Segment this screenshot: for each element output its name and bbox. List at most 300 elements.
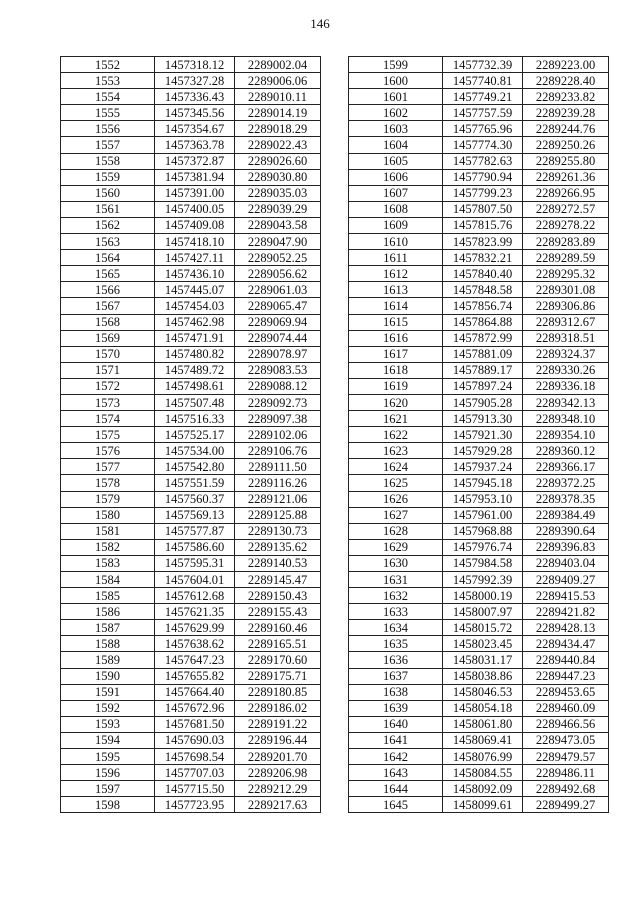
table-row xyxy=(61,700,321,716)
point-number-cell: 1564 xyxy=(61,250,155,266)
x-coordinate-cell: 1457471.91 xyxy=(155,330,235,346)
point-number-cell: 1561 xyxy=(61,201,155,217)
point-number-cell: 1623 xyxy=(349,443,443,459)
table-row xyxy=(349,234,609,250)
y-coordinate-cell: 2289180.85 xyxy=(235,684,321,700)
point-number-cell: 1597 xyxy=(61,781,155,797)
point-number-cell: 1580 xyxy=(61,507,155,523)
table-row xyxy=(61,137,321,153)
point-number-cell: 1593 xyxy=(61,716,155,732)
x-coordinate-cell: 1457715.50 xyxy=(155,781,235,797)
y-coordinate-cell: 2289348.10 xyxy=(523,411,609,427)
y-coordinate-cell: 2289466.56 xyxy=(523,716,609,732)
point-number-cell: 1576 xyxy=(61,443,155,459)
x-coordinate-cell: 1457832.21 xyxy=(443,250,523,266)
point-number-cell: 1624 xyxy=(349,459,443,475)
table-row xyxy=(61,572,321,588)
y-coordinate-cell: 2289324.37 xyxy=(523,346,609,362)
table-row xyxy=(349,491,609,507)
point-number-cell: 1558 xyxy=(61,153,155,169)
point-number-cell: 1575 xyxy=(61,427,155,443)
table-row xyxy=(349,250,609,266)
table-row xyxy=(349,137,609,153)
y-coordinate-cell: 2289212.29 xyxy=(235,781,321,797)
y-coordinate-cell: 2289014.19 xyxy=(235,105,321,121)
y-coordinate-cell: 2289295.32 xyxy=(523,266,609,282)
y-coordinate-cell: 2289453.65 xyxy=(523,684,609,700)
x-coordinate-cell: 1458031.17 xyxy=(443,652,523,668)
y-coordinate-cell: 2289106.76 xyxy=(235,443,321,459)
y-coordinate-cell: 2289043.58 xyxy=(235,217,321,233)
point-number-cell: 1640 xyxy=(349,716,443,732)
x-coordinate-cell: 1458015.72 xyxy=(443,620,523,636)
x-coordinate-cell: 1457664.40 xyxy=(155,684,235,700)
y-coordinate-cell: 2289065.47 xyxy=(235,298,321,314)
point-number-cell: 1570 xyxy=(61,346,155,362)
table-row xyxy=(349,700,609,716)
y-coordinate-cell: 2289121.06 xyxy=(235,491,321,507)
coordinates-table-body xyxy=(61,57,321,813)
x-coordinate-cell: 1457655.82 xyxy=(155,668,235,684)
point-number-cell: 1583 xyxy=(61,555,155,571)
x-coordinate-cell: 1458061.80 xyxy=(443,716,523,732)
point-number-cell: 1616 xyxy=(349,330,443,346)
x-coordinate-cell: 1457864.88 xyxy=(443,314,523,330)
table-row xyxy=(61,73,321,89)
x-coordinate-cell: 1457560.37 xyxy=(155,491,235,507)
point-number-cell: 1584 xyxy=(61,572,155,588)
y-coordinate-cell: 2289372.25 xyxy=(523,475,609,491)
x-coordinate-cell: 1457823.99 xyxy=(443,234,523,250)
table-row xyxy=(349,298,609,314)
point-number-cell: 1587 xyxy=(61,620,155,636)
x-coordinate-cell: 1457740.81 xyxy=(443,73,523,89)
y-coordinate-cell: 2289116.26 xyxy=(235,475,321,491)
x-coordinate-cell: 1458069.41 xyxy=(443,732,523,748)
point-number-cell: 1601 xyxy=(349,89,443,105)
table-row xyxy=(349,555,609,571)
table-row xyxy=(61,234,321,250)
x-coordinate-cell: 1457929.28 xyxy=(443,443,523,459)
point-number-cell: 1608 xyxy=(349,201,443,217)
table-row xyxy=(349,169,609,185)
y-coordinate-cell: 2289165.51 xyxy=(235,636,321,652)
y-coordinate-cell: 2289002.04 xyxy=(235,57,321,73)
table-row xyxy=(349,636,609,652)
y-coordinate-cell: 2289111.50 xyxy=(235,459,321,475)
y-coordinate-cell: 2289030.80 xyxy=(235,169,321,185)
table-row xyxy=(349,427,609,443)
point-number-cell: 1552 xyxy=(61,57,155,73)
x-coordinate-cell: 1457992.39 xyxy=(443,572,523,588)
y-coordinate-cell: 2289492.68 xyxy=(523,781,609,797)
x-coordinate-cell: 1458000.19 xyxy=(443,588,523,604)
point-number-cell: 1600 xyxy=(349,73,443,89)
y-coordinate-cell: 2289266.95 xyxy=(523,185,609,201)
point-number-cell: 1639 xyxy=(349,700,443,716)
y-coordinate-cell: 2289440.84 xyxy=(523,652,609,668)
point-number-cell: 1641 xyxy=(349,732,443,748)
y-coordinate-cell: 2289360.12 xyxy=(523,443,609,459)
y-coordinate-cell: 2289092.73 xyxy=(235,394,321,410)
x-coordinate-cell: 1457732.39 xyxy=(443,57,523,73)
table-row xyxy=(349,282,609,298)
y-coordinate-cell: 2289170.60 xyxy=(235,652,321,668)
point-number-cell: 1560 xyxy=(61,185,155,201)
y-coordinate-cell: 2289289.59 xyxy=(523,250,609,266)
x-coordinate-cell: 1457612.68 xyxy=(155,588,235,604)
x-coordinate-cell: 1457586.60 xyxy=(155,539,235,555)
point-number-cell: 1618 xyxy=(349,362,443,378)
x-coordinate-cell: 1457418.10 xyxy=(155,234,235,250)
x-coordinate-cell: 1458038.86 xyxy=(443,668,523,684)
y-coordinate-cell: 2289078.97 xyxy=(235,346,321,362)
x-coordinate-cell: 1457345.56 xyxy=(155,105,235,121)
table-row xyxy=(349,588,609,604)
y-coordinate-cell: 2289428.13 xyxy=(523,620,609,636)
x-coordinate-cell: 1457621.35 xyxy=(155,604,235,620)
point-number-cell: 1557 xyxy=(61,137,155,153)
point-number-cell: 1586 xyxy=(61,604,155,620)
x-coordinate-cell: 1457774.30 xyxy=(443,137,523,153)
table-row xyxy=(61,217,321,233)
x-coordinate-cell: 1457913.30 xyxy=(443,411,523,427)
x-coordinate-cell: 1457937.24 xyxy=(443,459,523,475)
y-coordinate-cell: 2289390.64 xyxy=(523,523,609,539)
table-row xyxy=(61,765,321,781)
table-row xyxy=(61,411,321,427)
x-coordinate-cell: 1457629.99 xyxy=(155,620,235,636)
x-coordinate-cell: 1457765.96 xyxy=(443,121,523,137)
y-coordinate-cell: 2289056.62 xyxy=(235,266,321,282)
point-number-cell: 1581 xyxy=(61,523,155,539)
point-number-cell: 1643 xyxy=(349,765,443,781)
point-number-cell: 1582 xyxy=(61,539,155,555)
table-row xyxy=(61,604,321,620)
point-number-cell: 1631 xyxy=(349,572,443,588)
table-row xyxy=(61,169,321,185)
x-coordinate-cell: 1457881.09 xyxy=(443,346,523,362)
y-coordinate-cell: 2289083.53 xyxy=(235,362,321,378)
point-number-cell: 1607 xyxy=(349,185,443,201)
point-number-cell: 1572 xyxy=(61,378,155,394)
table-row xyxy=(61,539,321,555)
x-coordinate-cell: 1458054.18 xyxy=(443,700,523,716)
point-number-cell: 1598 xyxy=(61,797,155,813)
point-number-cell: 1602 xyxy=(349,105,443,121)
x-coordinate-cell: 1457462.98 xyxy=(155,314,235,330)
table-row xyxy=(349,749,609,765)
x-coordinate-cell: 1457953.10 xyxy=(443,491,523,507)
y-coordinate-cell: 2289378.35 xyxy=(523,491,609,507)
table-row xyxy=(61,668,321,684)
point-number-cell: 1635 xyxy=(349,636,443,652)
x-coordinate-cell: 1457690.03 xyxy=(155,732,235,748)
point-number-cell: 1579 xyxy=(61,491,155,507)
table-row xyxy=(349,378,609,394)
point-number-cell: 1611 xyxy=(349,250,443,266)
point-number-cell: 1559 xyxy=(61,169,155,185)
point-number-cell: 1617 xyxy=(349,346,443,362)
table-row xyxy=(61,652,321,668)
y-coordinate-cell: 2289022.43 xyxy=(235,137,321,153)
x-coordinate-cell: 1458092.09 xyxy=(443,781,523,797)
x-coordinate-cell: 1457409.08 xyxy=(155,217,235,233)
point-number-cell: 1555 xyxy=(61,105,155,121)
x-coordinate-cell: 1457534.00 xyxy=(155,443,235,459)
point-number-cell: 1605 xyxy=(349,153,443,169)
y-coordinate-cell: 2289035.03 xyxy=(235,185,321,201)
table-row xyxy=(349,652,609,668)
x-coordinate-cell: 1457391.00 xyxy=(155,185,235,201)
point-number-cell: 1567 xyxy=(61,298,155,314)
x-coordinate-cell: 1457757.59 xyxy=(443,105,523,121)
point-number-cell: 1554 xyxy=(61,89,155,105)
point-number-cell: 1610 xyxy=(349,234,443,250)
x-coordinate-cell: 1457516.33 xyxy=(155,411,235,427)
point-number-cell: 1609 xyxy=(349,217,443,233)
y-coordinate-cell: 2289039.29 xyxy=(235,201,321,217)
point-number-cell: 1569 xyxy=(61,330,155,346)
y-coordinate-cell: 2289396.83 xyxy=(523,539,609,555)
point-number-cell: 1629 xyxy=(349,539,443,555)
point-number-cell: 1637 xyxy=(349,668,443,684)
x-coordinate-cell: 1457507.48 xyxy=(155,394,235,410)
point-number-cell: 1571 xyxy=(61,362,155,378)
table-row xyxy=(61,298,321,314)
point-number-cell: 1615 xyxy=(349,314,443,330)
point-number-cell: 1577 xyxy=(61,459,155,475)
table-row xyxy=(349,684,609,700)
table-row xyxy=(349,217,609,233)
table-row xyxy=(349,475,609,491)
point-number-cell: 1638 xyxy=(349,684,443,700)
x-coordinate-cell: 1457790.94 xyxy=(443,169,523,185)
table-row xyxy=(61,523,321,539)
point-number-cell: 1568 xyxy=(61,314,155,330)
table-row xyxy=(349,57,609,73)
x-coordinate-cell: 1457372.87 xyxy=(155,153,235,169)
y-coordinate-cell: 2289201.70 xyxy=(235,749,321,765)
x-coordinate-cell: 1457723.95 xyxy=(155,797,235,813)
y-coordinate-cell: 2289186.02 xyxy=(235,700,321,716)
y-coordinate-cell: 2289447.23 xyxy=(523,668,609,684)
point-number-cell: 1642 xyxy=(349,749,443,765)
x-coordinate-cell: 1457815.76 xyxy=(443,217,523,233)
x-coordinate-cell: 1457445.07 xyxy=(155,282,235,298)
y-coordinate-cell: 2289255.80 xyxy=(523,153,609,169)
x-coordinate-cell: 1457840.40 xyxy=(443,266,523,282)
y-coordinate-cell: 2289052.25 xyxy=(235,250,321,266)
table-row xyxy=(61,105,321,121)
y-coordinate-cell: 2289473.05 xyxy=(523,732,609,748)
table-row xyxy=(61,266,321,282)
y-coordinate-cell: 2289261.36 xyxy=(523,169,609,185)
x-coordinate-cell: 1457577.87 xyxy=(155,523,235,539)
point-number-cell: 1644 xyxy=(349,781,443,797)
x-coordinate-cell: 1457436.10 xyxy=(155,266,235,282)
x-coordinate-cell: 1457480.82 xyxy=(155,346,235,362)
y-coordinate-cell: 2289196.44 xyxy=(235,732,321,748)
x-coordinate-cell: 1457489.72 xyxy=(155,362,235,378)
y-coordinate-cell: 2289499.27 xyxy=(523,797,609,813)
x-coordinate-cell: 1457336.43 xyxy=(155,89,235,105)
y-coordinate-cell: 2289191.22 xyxy=(235,716,321,732)
table-row xyxy=(349,346,609,362)
y-coordinate-cell: 2289125.88 xyxy=(235,507,321,523)
y-coordinate-cell: 2289135.62 xyxy=(235,539,321,555)
point-number-cell: 1553 xyxy=(61,73,155,89)
point-number-cell: 1636 xyxy=(349,652,443,668)
x-coordinate-cell: 1457354.67 xyxy=(155,121,235,137)
y-coordinate-cell: 2289145.47 xyxy=(235,572,321,588)
point-number-cell: 1596 xyxy=(61,765,155,781)
point-number-cell: 1604 xyxy=(349,137,443,153)
y-coordinate-cell: 2289018.29 xyxy=(235,121,321,137)
x-coordinate-cell: 1457698.54 xyxy=(155,749,235,765)
table-row xyxy=(349,314,609,330)
point-number-cell: 1606 xyxy=(349,169,443,185)
point-number-cell: 1619 xyxy=(349,378,443,394)
table-row xyxy=(61,201,321,217)
table-row xyxy=(61,427,321,443)
table-row xyxy=(61,330,321,346)
y-coordinate-cell: 2289283.89 xyxy=(523,234,609,250)
table-row xyxy=(349,620,609,636)
y-coordinate-cell: 2289244.76 xyxy=(523,121,609,137)
y-coordinate-cell: 2289272.57 xyxy=(523,201,609,217)
y-coordinate-cell: 2289306.86 xyxy=(523,298,609,314)
x-coordinate-cell: 1457454.03 xyxy=(155,298,235,314)
y-coordinate-cell: 2289479.57 xyxy=(523,749,609,765)
x-coordinate-cell: 1457525.17 xyxy=(155,427,235,443)
x-coordinate-cell: 1457905.28 xyxy=(443,394,523,410)
table-row xyxy=(349,153,609,169)
x-coordinate-cell: 1458007.97 xyxy=(443,604,523,620)
y-coordinate-cell: 2289486.11 xyxy=(523,765,609,781)
y-coordinate-cell: 2289384.49 xyxy=(523,507,609,523)
x-coordinate-cell: 1457381.94 xyxy=(155,169,235,185)
table-row xyxy=(349,765,609,781)
point-number-cell: 1613 xyxy=(349,282,443,298)
y-coordinate-cell: 2289206.98 xyxy=(235,765,321,781)
table-row xyxy=(349,781,609,797)
x-coordinate-cell: 1457782.63 xyxy=(443,153,523,169)
y-coordinate-cell: 2289061.03 xyxy=(235,282,321,298)
x-coordinate-cell: 1457872.99 xyxy=(443,330,523,346)
table-row xyxy=(61,491,321,507)
y-coordinate-cell: 2289150.43 xyxy=(235,588,321,604)
table-row xyxy=(61,620,321,636)
table-row xyxy=(61,749,321,765)
x-coordinate-cell: 1457551.59 xyxy=(155,475,235,491)
y-coordinate-cell: 2289102.06 xyxy=(235,427,321,443)
table-row xyxy=(61,507,321,523)
x-coordinate-cell: 1457848.58 xyxy=(443,282,523,298)
table-row xyxy=(61,475,321,491)
table-row xyxy=(349,539,609,555)
y-coordinate-cell: 2289223.00 xyxy=(523,57,609,73)
point-number-cell: 1621 xyxy=(349,411,443,427)
table-row xyxy=(61,121,321,137)
table-row xyxy=(61,250,321,266)
x-coordinate-cell: 1457542.80 xyxy=(155,459,235,475)
x-coordinate-cell: 1457569.13 xyxy=(155,507,235,523)
point-number-cell: 1612 xyxy=(349,266,443,282)
table-row xyxy=(349,73,609,89)
x-coordinate-cell: 1458076.99 xyxy=(443,749,523,765)
y-coordinate-cell: 2289403.04 xyxy=(523,555,609,571)
table-row xyxy=(349,459,609,475)
point-number-cell: 1591 xyxy=(61,684,155,700)
x-coordinate-cell: 1457984.58 xyxy=(443,555,523,571)
point-number-cell: 1603 xyxy=(349,121,443,137)
y-coordinate-cell: 2289409.27 xyxy=(523,572,609,588)
y-coordinate-cell: 2289175.71 xyxy=(235,668,321,684)
coordinates-table-right xyxy=(348,56,609,813)
point-number-cell: 1627 xyxy=(349,507,443,523)
y-coordinate-cell: 2289097.38 xyxy=(235,411,321,427)
x-coordinate-cell: 1457595.31 xyxy=(155,555,235,571)
point-number-cell: 1573 xyxy=(61,394,155,410)
page-number: 146 xyxy=(310,16,330,31)
table-row xyxy=(349,411,609,427)
table-row xyxy=(349,443,609,459)
y-coordinate-cell: 2289155.43 xyxy=(235,604,321,620)
x-coordinate-cell: 1457318.12 xyxy=(155,57,235,73)
x-coordinate-cell: 1457945.18 xyxy=(443,475,523,491)
point-number-cell: 1626 xyxy=(349,491,443,507)
y-coordinate-cell: 2289342.13 xyxy=(523,394,609,410)
y-coordinate-cell: 2289026.60 xyxy=(235,153,321,169)
table-row xyxy=(61,57,321,73)
table-row xyxy=(349,572,609,588)
y-coordinate-cell: 2289330.26 xyxy=(523,362,609,378)
table-row xyxy=(349,523,609,539)
y-coordinate-cell: 2289312.67 xyxy=(523,314,609,330)
table-row xyxy=(349,121,609,137)
y-coordinate-cell: 2289130.73 xyxy=(235,523,321,539)
x-coordinate-cell: 1457799.23 xyxy=(443,185,523,201)
point-number-cell: 1634 xyxy=(349,620,443,636)
table-row xyxy=(61,797,321,813)
y-coordinate-cell: 2289278.22 xyxy=(523,217,609,233)
y-coordinate-cell: 2289366.17 xyxy=(523,459,609,475)
point-number-cell: 1620 xyxy=(349,394,443,410)
y-coordinate-cell: 2289421.82 xyxy=(523,604,609,620)
y-coordinate-cell: 2289217.63 xyxy=(235,797,321,813)
y-coordinate-cell: 2289047.90 xyxy=(235,234,321,250)
point-number-cell: 1592 xyxy=(61,700,155,716)
y-coordinate-cell: 2289006.06 xyxy=(235,73,321,89)
point-number-cell: 1645 xyxy=(349,797,443,813)
table-row xyxy=(61,346,321,362)
x-coordinate-cell: 1457889.17 xyxy=(443,362,523,378)
x-coordinate-cell: 1457327.28 xyxy=(155,73,235,89)
x-coordinate-cell: 1457363.78 xyxy=(155,137,235,153)
table-row xyxy=(61,459,321,475)
x-coordinate-cell: 1457498.61 xyxy=(155,378,235,394)
table-row xyxy=(61,732,321,748)
table-row xyxy=(349,105,609,121)
table-row xyxy=(61,636,321,652)
table-row xyxy=(349,185,609,201)
y-coordinate-cell: 2289434.47 xyxy=(523,636,609,652)
table-row xyxy=(61,89,321,105)
table-row xyxy=(349,716,609,732)
point-number-cell: 1588 xyxy=(61,636,155,652)
point-number-cell: 1614 xyxy=(349,298,443,314)
